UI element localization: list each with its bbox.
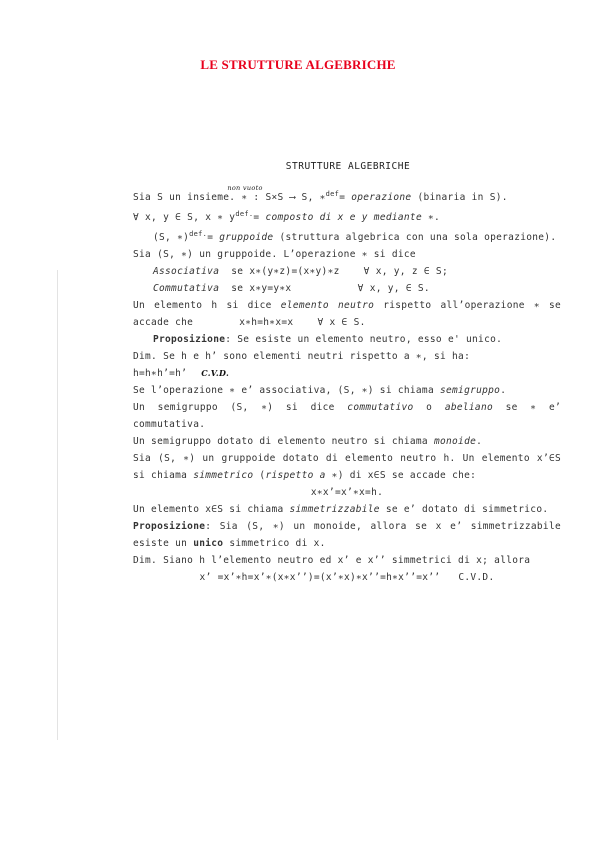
proof-two: Dim. Siano h l’elemento neutro ed x’ e x’’ simmetrici di x; allora xyxy=(133,555,531,566)
document-title: STRUTTURE ALGEBRICHE xyxy=(285,161,411,172)
line-monoid: Un semigruppo dotato di elemento neutro si chiama monoide. xyxy=(133,436,483,447)
proof-one: Dim. Se h e h’ sono elementi neutri rispetto a ∗, si ha: xyxy=(133,351,471,362)
proof-two-equation: x’ =x’∗h=x’∗(x∗x’’)=(x’∗x)∗x’’=h∗x’’=x’’ C.V.D. xyxy=(199,572,495,583)
line-commutative: Commutativa se x∗y=y∗x ∀ x, y, ∈ S. xyxy=(153,283,430,294)
line-symmetrizable: Un elemento x∈S si chiama simmetrizzabile se e’ dotato di simmetrico. xyxy=(133,504,549,515)
line-symmetric-equation: x∗x’=x’∗x=h. xyxy=(310,487,384,498)
line-groupoid-intro: Sia (S, ∗) un gruppoide. L’operazione ∗ si dice xyxy=(133,249,416,260)
line-definition-composite: ∀ x, y ∈ S, x ∗ $y^{def.}=$ composto di x e y mediante ∗. xyxy=(133,210,441,223)
proposition-two: Proposizione: Sia (S, ∗) un monoide, allora se x e’ simmetrizzabile esiste un unico simmetrico di x. xyxy=(133,521,561,549)
proposition-one: Proposizione: Se esiste un elemento neutro, esso e' unico. xyxy=(153,334,503,345)
handwritten-cvd: C.V.D. xyxy=(201,368,230,378)
line-definition-operation: Sia S un insieme. non vuoto ∗ : S×S ⟶ S, ∗$^{def}$= operazione (binaria in S). xyxy=(133,184,508,203)
line-commutative-semigroup: Un semigruppo (S, ∗) si dice commutativo o abeliano se ∗ e’ commutativa. xyxy=(133,402,562,430)
line-semigroup: Se l’operazione ∗ e’ associativa, (S, ∗) si chiama semigruppo. xyxy=(133,385,507,396)
proof-one-equation: h=h∗h’=h’ C.V.D. xyxy=(133,368,230,379)
line-definition-groupoid: (S, ∗)$^{def.}$= gruppoide (struttura algebrica con una sola operazione). xyxy=(153,230,557,243)
margin-rule xyxy=(57,270,58,740)
line-symmetric: Sia (S, ∗) un gruppoide dotato di elemento neutro h. Un elemento x’∈S si chiama simmetrico (rispetto a ∗) di x∈S se accade che: xyxy=(133,453,561,481)
line-associative: Associativa se x∗(y∗z)=(x∗y)∗z ∀ x, y, z ∈ S; xyxy=(153,266,448,277)
line-neutral-element: Un elemento h si dice elemento neutro rispetto all’operazione ∗ se accade che x∗h=h∗x=x ∀ x ∈ S. xyxy=(133,300,561,328)
document-body xyxy=(133,186,561,586)
page-header-title: LE STRUTTURE ALGEBRICHE xyxy=(200,57,396,72)
